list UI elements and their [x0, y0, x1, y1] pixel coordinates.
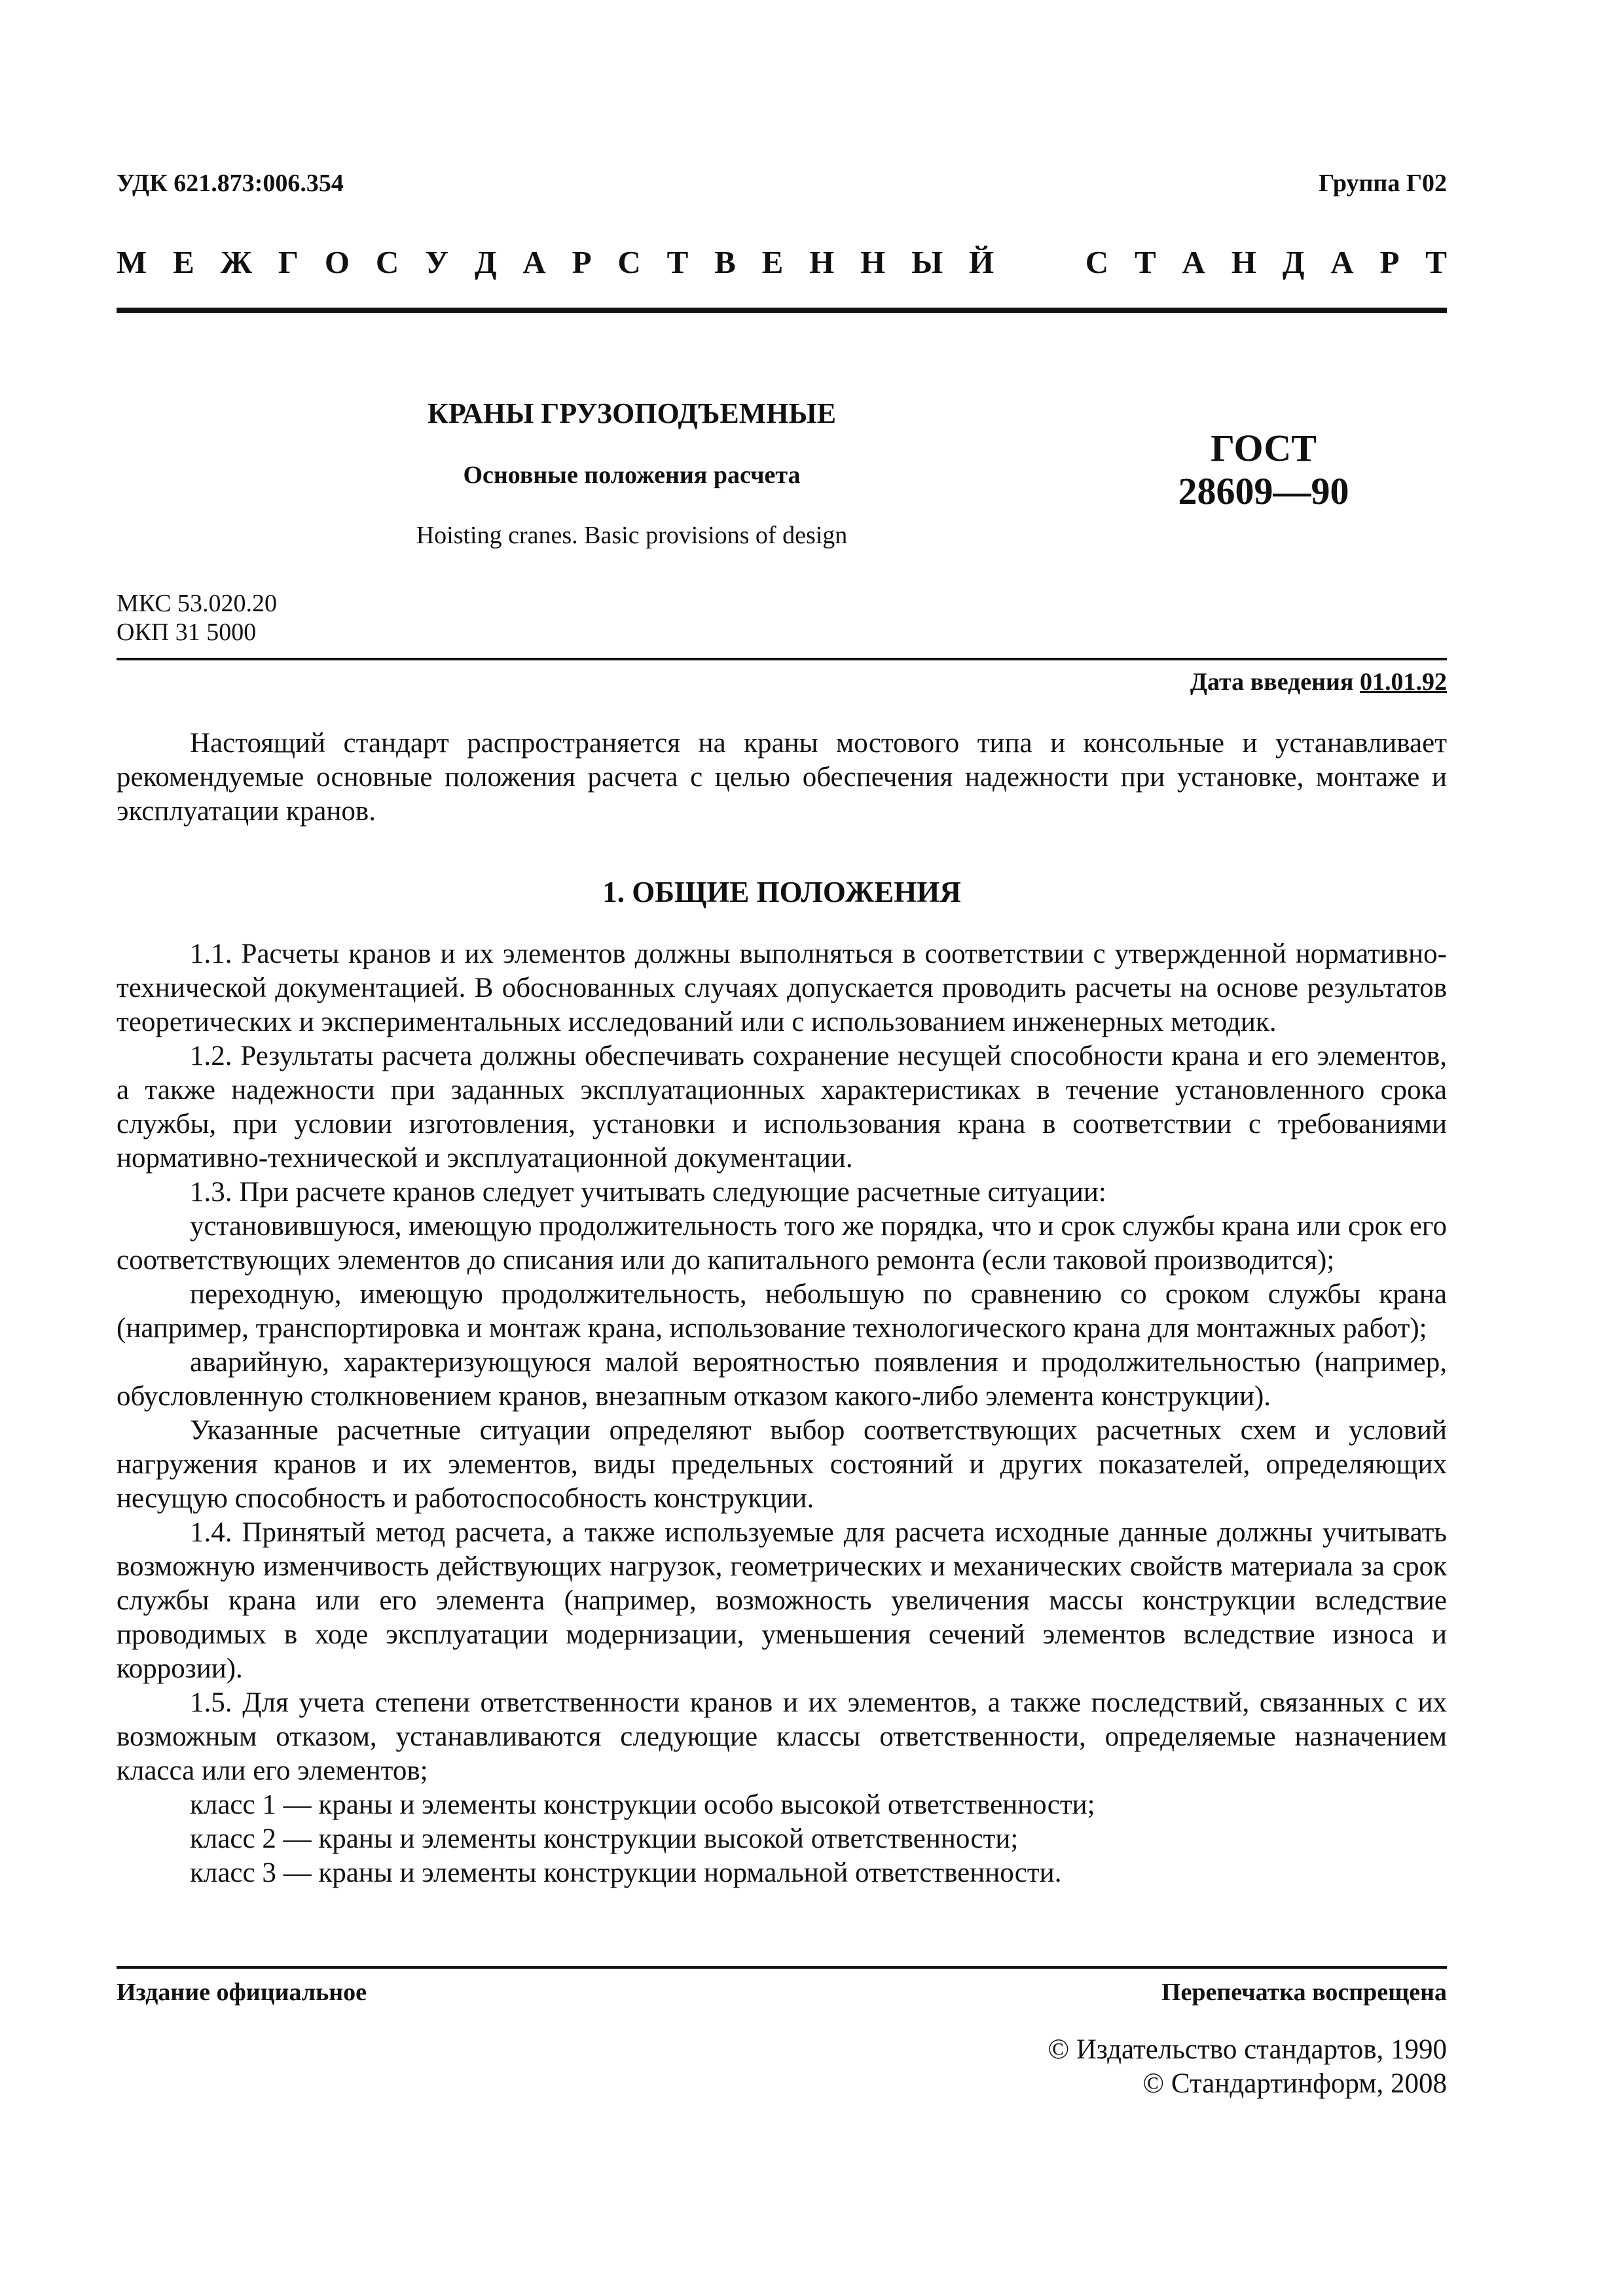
banner-letter: С	[1085, 244, 1109, 280]
footer-rule	[117, 1966, 1447, 1969]
banner-letter: Е	[173, 244, 194, 280]
banner-letter: Ы	[911, 244, 943, 280]
banner-letter: С	[375, 244, 399, 280]
paragraph: 1.1. Расчеты кранов и их элементов должны выполняться в соответствии с утвержденной нормативно-технической документацией. В обоснованных случаях допускается проводить расчеты на основе результатов теоретических и экспериментальных исследований или с использованием инженерных методик.	[117, 939, 1447, 1037]
banner-letter: А	[1330, 244, 1354, 280]
banner-letter: Д	[474, 244, 497, 280]
banner-letter: М	[117, 244, 147, 280]
designation-prefix: ГОСТ	[1211, 427, 1317, 469]
mks-code: МКС 53.020.20	[117, 590, 278, 617]
banner-letter: А	[522, 244, 546, 280]
effective-date	[1190, 668, 1447, 696]
banner-letter: Й	[969, 244, 994, 280]
banner-letter: У	[425, 244, 449, 280]
udk-code: УДК 621.873:006.354	[117, 170, 344, 197]
paragraph: класс 1 — краны и элементы конструкции особо высокой ответственности;	[190, 1789, 1095, 1820]
paragraph: класс 3 — краны и элементы конструкции нормальной ответственности.	[190, 1857, 1062, 1888]
copyright-line: © Стандартинформ, 2008	[1142, 2068, 1447, 2099]
paragraph: Указанные расчетные ситуации определяют выбор соответствующих расчетных схем и условий нагружения кранов и их элементов, виды предельных состояний и других показателей, определяющих несущую способность и работоспособность конструкции.	[117, 1415, 1447, 1514]
paragraph: класс 2 — краны и элементы конструкции высокой ответственности;	[190, 1823, 1019, 1854]
banner-letter: Ж	[220, 244, 253, 280]
banner-letter: Г	[278, 244, 299, 280]
paragraph: установившуюся, имеющую продолжительность того же порядка, что и срок службы крана или срок его соответствующих элементов до списания или до капитального ремонта (если таковой производится);	[117, 1211, 1447, 1276]
codes-rule	[117, 658, 1447, 660]
banner-letter: С	[617, 244, 641, 280]
document-title: КРАНЫ ГРУЗОПОДЪЕМНЫЕ	[427, 397, 837, 429]
paragraph: 1.4. Принятый метод расчета, а также используемые для расчета исходные данные должны учитывать возможную изменчивость действующих нагрузок, геометрических и механических свойств материала за срок службы крана или его элемента (например, возможность увеличения массы конструкции вследствие проводимых в ходе эксплуатации модернизации, уменьшения сечений элементов вследствие износа и коррозии).	[117, 1517, 1447, 1684]
paragraph: 1.3. При расчете кранов следует учитывать следующие расчетные ситуации:	[190, 1177, 1106, 1208]
standard-type-banner	[117, 243, 1447, 281]
banner-letter: Т	[1425, 244, 1447, 280]
designation-number: 28609—90	[1178, 470, 1349, 512]
scope-paragraph	[117, 726, 1447, 829]
banner-letter: Т	[1135, 244, 1156, 280]
effective-date-label: Дата введения	[1190, 668, 1360, 696]
banner-letter: Р	[1379, 244, 1400, 280]
banner-letter: В	[714, 244, 736, 280]
banner-letter: Н	[809, 244, 835, 280]
header-rule	[117, 308, 1447, 313]
banner-letter: О	[324, 244, 350, 280]
banner-letter: Р	[572, 244, 592, 280]
paragraph: 1.2. Результаты расчета должны обеспечивать сохранение несущей способности крана и его элементов, а также надежности при заданных эксплуатационных характеристиках в течение установленного срока службы, при условии изготовления, установки и использования крана в соответствии с требованиями нормативно-технической и эксплуатационной документации.	[117, 1041, 1447, 1174]
paragraph: аварийную, характеризующуюся малой вероятностью появления и продолжительностью (например, обусловленную столкновением кранов, внезапным отказом какого-либо элемента конструкции).	[117, 1347, 1447, 1412]
banner-letter: Д	[1282, 244, 1305, 280]
english-title: Hoisting cranes. Basic provisions of design	[416, 522, 848, 549]
banner-letter: Н	[860, 244, 886, 280]
okp-code: ОКП 31 5000	[117, 619, 257, 646]
copyright-line: © Издательство стандартов, 1990	[1048, 2034, 1447, 2065]
official-edition-note: Издание официальное	[117, 1979, 367, 2006]
banner-letter: Т	[666, 244, 689, 280]
banner-word-gap	[1020, 243, 1059, 281]
section-body	[117, 937, 1447, 1890]
reprint-prohibited-note: Перепечатка воспрещена	[1161, 1979, 1447, 2006]
copyright-block	[1048, 2033, 1447, 2101]
standard-designation	[1113, 427, 1414, 513]
group-code: Группа Г02	[1319, 170, 1447, 197]
banner-letter: Н	[1231, 244, 1256, 280]
banner-letter: Е	[761, 244, 784, 280]
document-subtitle: Основные положения расчета	[463, 461, 801, 489]
effective-date-value: 01.01.92	[1360, 668, 1447, 696]
classification-codes	[117, 589, 277, 647]
paragraph: 1.5. Для учета степени ответственности кранов и их элементов, а также последствий, связанных с их возможным отказом, устанавливаются следующие классы ответственности, определяемые назначением класса или его элементов;	[117, 1687, 1447, 1786]
scope-text: Настоящий стандарт распространяется на краны мостового типа и консольные и устанавливает рекомендуемые основные положения расчета с целью обеспечения надежности при установке, монтаже и эксплуатации кранов.	[117, 728, 1447, 827]
paragraph: переходную, имеющую продолжительность, небольшую по сравнению со сроком службы крана (например, транспортировка и монтаж крана, использование технологического крана для монтажных работ);	[117, 1279, 1447, 1344]
banner-letter: А	[1182, 244, 1205, 280]
section-heading: 1. ОБЩИЕ ПОЛОЖЕНИЯ	[602, 876, 961, 908]
